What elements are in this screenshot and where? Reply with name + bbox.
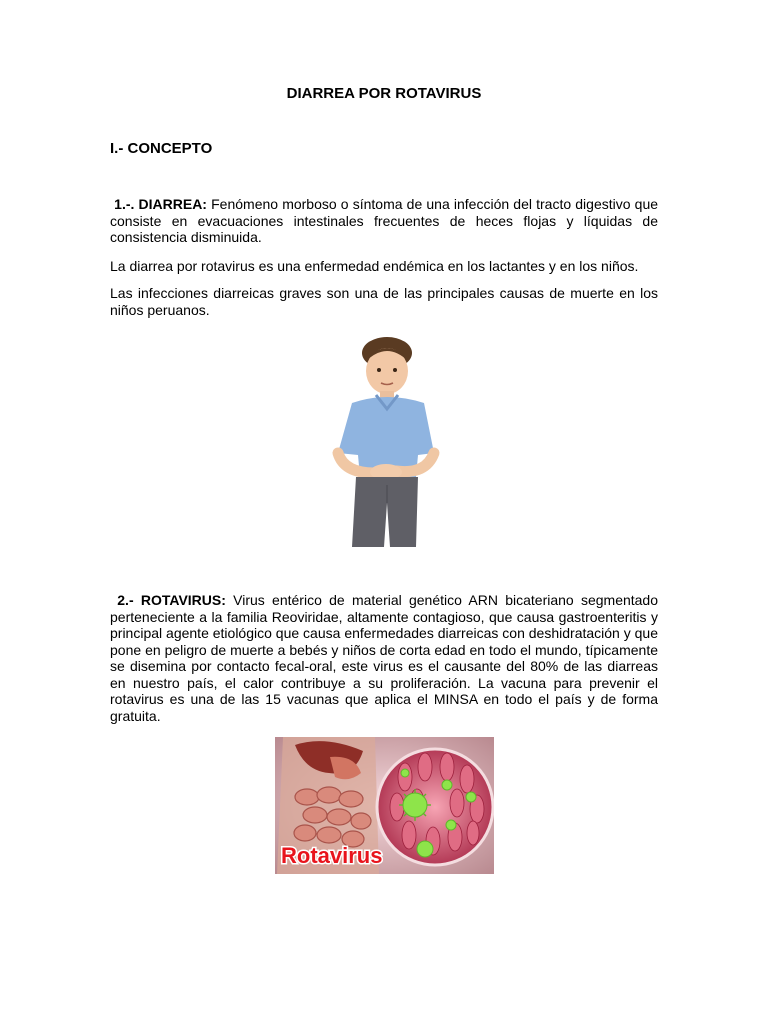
definition-diarrea: Fenómeno morboso o síntoma de una infección del tracto digestivo que consiste en evacuaciones intestinales frecuentes de heces flojas y líquidas de consistencia disminuida. [110, 196, 659, 245]
paragraph-rotavirus [110, 592, 658, 724]
term-rotavirus: 2.- ROTAVIRUS: [117, 592, 226, 608]
paragraph-mortality: Las infecciones diarreicas graves son una de las principales causas de muerte en los niños peruanos. [110, 285, 658, 318]
child-stomachache-image [330, 335, 442, 550]
definition-rotavirus: Virus entérico de material genético ARN bicateriano segmentado perteneciente a la familia Reoviridae, altamente contagioso, que causa gastroenteritis y principal agente etiológico que causa enfermedades diarreicas con deshidratación y que pone en peligro de muerte a bebés y niños de corta edad en todo el mundo, típicamente se disemina por contacto fecal-oral, este virus es el causante del 80% de las diarreas en nuestro país, el calor contribuye a su proliferación. La vacuna para prevenir el rotavirus es una de las 15 vacunas que aplica el MINSA en todo el país y de forma gratuita. [110, 592, 659, 724]
paragraph-diarrea [110, 196, 658, 246]
paragraph-endemic: La diarrea por rotavirus es una enfermedad endémica en los lactantes y en los niños. [110, 258, 639, 274]
document-title: DIARREA POR ROTAVIRUS [286, 85, 482, 102]
section-heading: I.- CONCEPTO [110, 140, 213, 157]
term-diarrea: 1.-. DIARREA: [114, 196, 207, 212]
rotavirus-caption: Rotavirus [281, 843, 383, 868]
rotavirus-illustration [275, 737, 494, 874]
